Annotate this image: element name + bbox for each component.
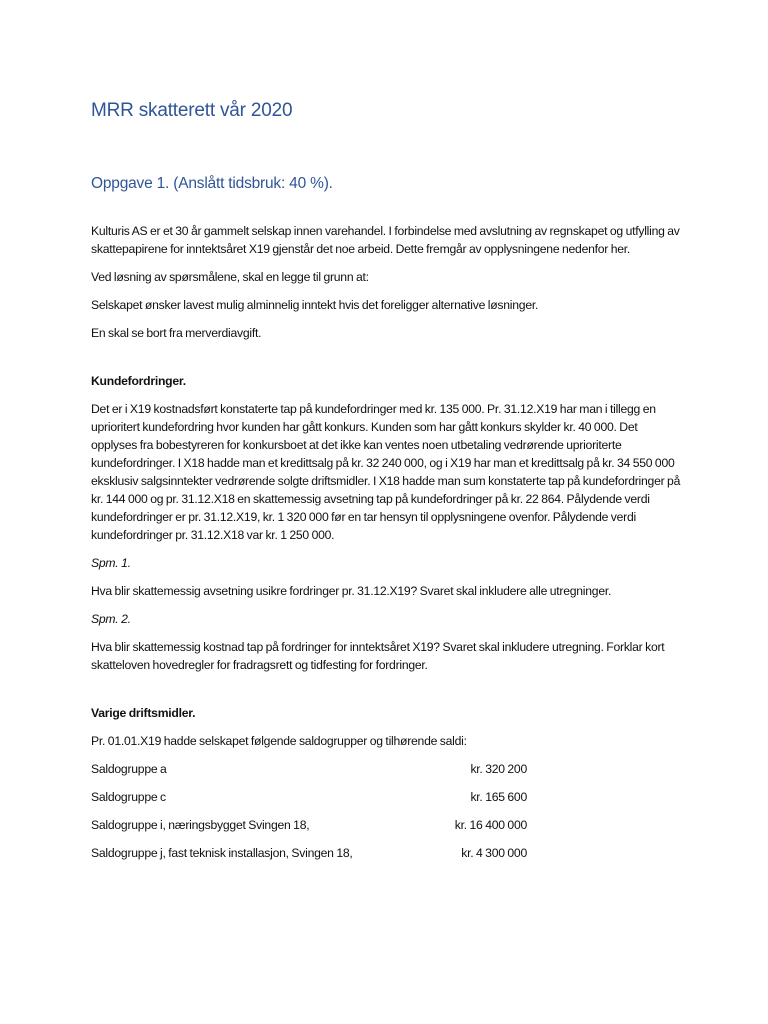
question-2-text: Hva blir skattemessig kostnad tap på fordringer for inntektsåret X19? Svaret skal inkludere utregning. Forklar kort skatteloven hovedregler for fradragsrett og tidfesting for fordringer. xyxy=(91,640,665,672)
balance-group-amount: kr. 16 400 000 xyxy=(454,818,527,832)
task-heading: Oppgave 1. (Anslått tidsbruk: 40 %). xyxy=(91,175,333,192)
balance-group-name: Saldogruppe a xyxy=(91,762,167,776)
balance-group-name: Saldogruppe j, fast teknisk installasjon, Svingen 18, xyxy=(91,846,353,860)
balance-group-name: Saldogruppe c xyxy=(91,790,166,804)
balance-group-amount: kr. 4 300 000 xyxy=(461,846,527,860)
balance-group-amount: kr. 165 600 xyxy=(470,790,527,804)
intro-paragraph: Selskapet ønsker lavest mulig alminnelig inntekt hvis det foreligger alternative løsninger. xyxy=(91,298,539,312)
document-title: MRR skatterett vår 2020 xyxy=(91,100,293,121)
question-1-text: Hva blir skattemessig avsetning usikre fordringer pr. 31.12.X19? Svaret skal inkludere alle utregninger. xyxy=(91,584,612,598)
question-2-label: Spm. 2. xyxy=(91,612,131,626)
receivables-text: Det er i X19 kostnadsført konstaterte tap på kundefordringer med kr. 135 000. Pr. 31.12.X19 har man i tillegg en uprioritert kundefordring hvor kunden har gått konkurs. Kunden som har gått konkurs skylder kr. 40 000. Det opplyses fra bobestyreren for konkursboet at det ikke kan ventes noen utbetaling vedrørende uprioriterte kundefordringer. I X18 hadde man et kredittsalg på kr. 32 240 000, og i X19 har man et kredittsalg på kr. 34 550 000 eksklusiv salgsinntekter vedrørende solgte driftsmidler. I X18 hadde man sum konstaterte tap på kundefordringer på kr. 144 000 og pr. 31.12.X18 en skattemessig avsetning tap på kundefordringer på kr. 22 864. Pålydende verdi kundefordringer er pr. 31.12.X19, kr. 1 320 000 før en tar hensyn til opplysningene ovenfor. Pålydende verdi kundefordringer pr. 31.12.X18 var kr. 1 250 000. xyxy=(91,402,681,542)
balance-group-amount: kr. 320 200 xyxy=(470,762,527,776)
intro-paragraph: Ved løsning av spørsmålene, skal en legge til grunn at: xyxy=(91,270,369,284)
balance-group-row xyxy=(91,760,683,778)
fixed-assets-heading: Varige driftsmidler. xyxy=(91,706,196,720)
balance-group-row xyxy=(91,816,683,834)
fixed-assets-intro: Pr. 01.01.X19 hadde selskapet følgende saldogrupper og tilhørende saldi: xyxy=(91,734,467,748)
balance-group-row xyxy=(91,844,683,862)
question-1-label: Spm. 1. xyxy=(91,556,131,570)
document-body xyxy=(91,222,683,872)
receivables-heading: Kundefordringer. xyxy=(91,374,186,388)
balance-group-name: Saldogruppe i, næringsbygget Svingen 18, xyxy=(91,818,310,832)
intro-paragraph: Kulturis AS er et 30 år gammelt selskap innen varehandel. I forbindelse med avslutning av regnskapet og utfylling av skattepapirene for inntektsåret X19 gjenstår det noe arbeid. Dette fremgår av opplysningene nedenfor her. xyxy=(91,224,680,256)
intro-paragraph: En skal se bort fra merverdiavgift. xyxy=(91,326,262,340)
balance-group-row xyxy=(91,788,683,806)
balance-group-list xyxy=(91,760,683,862)
